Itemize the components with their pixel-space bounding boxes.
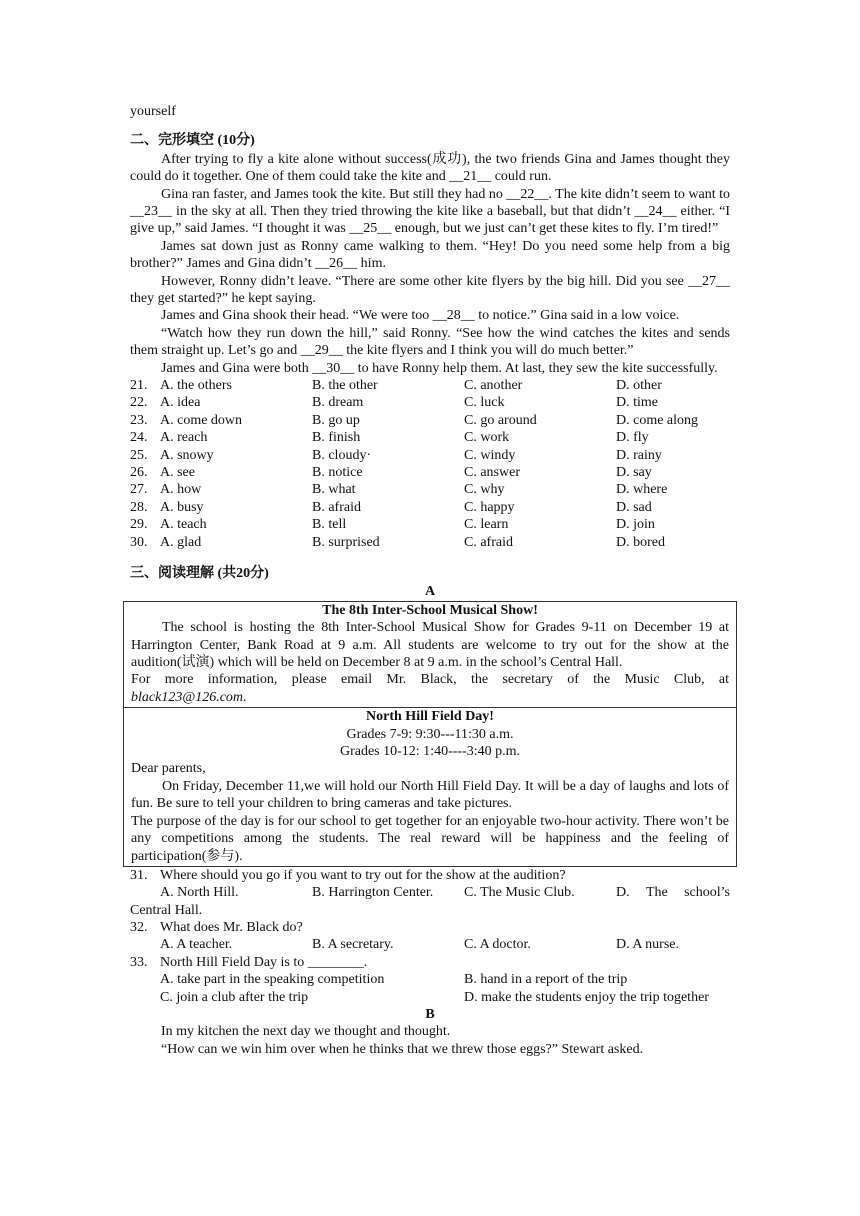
cloze-options [130, 377, 730, 551]
option-c: C. windy [464, 447, 516, 463]
cloze-paragraph: “Watch how they run down the hill,” said Ronny. “See how the wind catches the kites and sends them straight up. Let’s go and __29__ the kite flyers and I think you will do much better.” [130, 325, 730, 359]
question-number: 27. [130, 482, 148, 498]
notice-musical-show [123, 601, 737, 708]
question-options [130, 884, 730, 901]
option-c: C. why [464, 482, 505, 498]
option-row [130, 377, 730, 394]
question-number: 33. [130, 954, 148, 970]
cloze-paragraph: James and Gina were both __30__ to have Ronny help them. At last, they sew the kite successfully. [161, 360, 718, 376]
option-c: C. answer [464, 465, 520, 481]
question [130, 867, 730, 919]
option-a: A. reach [160, 430, 208, 446]
option-d: D. A nurse. [616, 937, 679, 953]
document-page [130, 103, 730, 1058]
option-a: A. A teacher. [160, 937, 233, 953]
option-a: A. the others [160, 378, 232, 394]
option-d-label: D. [616, 885, 630, 901]
question-number: 21. [130, 378, 148, 394]
option-b: B. notice [312, 465, 363, 481]
email-link[interactable]: black123@126.com [131, 689, 244, 705]
option-b: B. dream [312, 395, 364, 411]
top-fragment: yourself [130, 104, 176, 119]
option-d-word: school’s [684, 885, 730, 901]
option-b: B. afraid [312, 499, 361, 515]
option-b: B. the other [312, 378, 378, 394]
option-a: A. teach [160, 517, 207, 533]
option-d: D. fly [616, 430, 649, 446]
option-d: D. say [616, 465, 652, 481]
option-b: B. hand in a report of the trip [464, 972, 628, 988]
option-b: B. finish [312, 430, 361, 446]
option-row [130, 534, 730, 551]
option-c: C. luck [464, 395, 505, 411]
option-a: A. North Hill. [160, 885, 239, 901]
option-a: A. busy [160, 499, 204, 515]
notice-body: The school is hosting the 8th Inter-School Musical Show for Grades 9-11 on December 19 at Harrington Center, Bank Road at 9 a.m. All students are welcome to try out for the show at the audition(试演) which will be held on December 8 at 9 a.m. in the school’s Central Hall. [131, 620, 729, 671]
question-number: 24. [130, 430, 148, 446]
option-a: A. glad [160, 534, 202, 550]
passage-b-line: “How can we win him over when he thinks that we threw those eggs?” Stewart asked. [161, 1041, 644, 1057]
option-a: A. how [160, 482, 202, 498]
notice-title: The 8th Inter-School Musical Show! [322, 602, 538, 618]
part-a-label: A [424, 584, 436, 600]
option-b: B. A secretary. [312, 937, 394, 953]
option-b: B. tell [312, 517, 347, 533]
part-b-label: B [425, 1007, 435, 1023]
indent [130, 884, 160, 901]
option-c: C. another [464, 378, 523, 394]
notice-paragraph: The purpose of the day is for our school to get together for an enjoyable two-hour activity. There won’t be any competitions among the students. The real reward will be happiness and the feeling of participation(参与). [131, 813, 729, 864]
option-row [130, 412, 730, 429]
cloze-paragraph: However, Ronny didn’t leave. “There are some other kite flyers by the big hill. Did you see __27__ they get started?” he kept saying. [130, 273, 730, 307]
option-d: D. rainy [616, 447, 662, 463]
question-options [130, 936, 730, 953]
option-c: C. A doctor. [464, 937, 531, 953]
option-row [130, 394, 730, 411]
notice-title: North Hill Field Day! [366, 709, 494, 725]
option-row [130, 429, 730, 446]
option-a: A. snowy [160, 447, 214, 463]
notice-field-day [123, 708, 737, 867]
question-text: North Hill Field Day is to ________. [160, 954, 368, 970]
notice-paragraph: On Friday, December 11,we will hold our North Hill Field Day. It will be a day of laughs and lots of fun. Be sure to tell your children to bring cameras and take pictures. [131, 778, 729, 812]
schedule-line: Grades 7-9: 9:30---11:30 a.m. [346, 726, 514, 742]
option-row [130, 481, 730, 498]
option-c: C. happy [464, 499, 515, 515]
option-b: B. cloudy· [312, 447, 372, 463]
question-stem [130, 867, 730, 884]
option-a: A. come down [160, 412, 243, 428]
indent [130, 971, 160, 988]
question-number: 26. [130, 465, 148, 481]
cloze-paragraph: James and Gina shook their head. “We were too __28__ to notice.” Gina said in a low voice. [161, 308, 680, 324]
question-number: 22. [130, 395, 148, 411]
reading-questions [130, 867, 730, 1006]
option-d: D. sad [616, 499, 652, 515]
reading-heading: 三、阅读理解 (共20分) [130, 566, 269, 581]
option-a: A. see [160, 465, 195, 481]
schedule-line: Grades 10-12: 1:40----3:40 p.m. [339, 744, 521, 760]
option-a: A. idea [160, 395, 201, 411]
option-row [130, 499, 730, 516]
question-text: Where should you go if you want to try out for the show at the audition? [160, 867, 566, 883]
option-b: B. surprised [312, 534, 380, 550]
question-number: 23. [130, 412, 148, 428]
option-row [130, 464, 730, 481]
notices [123, 601, 737, 867]
contact-text: For more information, please email Mr. Black, the secretary of the Music Club, at [131, 672, 729, 688]
option-b: B. what [312, 482, 356, 498]
option-d: D. join [616, 517, 655, 533]
cloze-passage [130, 151, 730, 377]
option-a: A. take part in the speaking competition [160, 972, 385, 988]
question [130, 919, 730, 954]
question-number: 29. [130, 517, 148, 533]
option-c: C. work [464, 430, 510, 446]
cloze-paragraph: James sat down just as Ronny came walking to them. “Hey! Do you need some help from a big brother?” James and Gina didn’t __26__ him. [130, 238, 730, 272]
cloze-paragraph: After trying to fly a kite alone without success(成功), the two friends Gina and James thought they could do it together. One of them could take the kite and __21__ could run. [130, 151, 730, 185]
option-d: D. come along [616, 412, 699, 428]
question-stem [130, 954, 730, 971]
question [130, 954, 730, 1006]
option-b: B. go up [312, 412, 360, 428]
option-b: B. Harrington Center. [312, 885, 434, 901]
option-c: C. learn [464, 517, 509, 533]
notice-email-line [131, 689, 729, 706]
question-text: What does Mr. Black do? [160, 920, 303, 936]
question-number: 28. [130, 499, 148, 515]
option-d-wrap: Central Hall. [130, 902, 203, 918]
indent [130, 936, 160, 953]
question-number: 32. [130, 920, 148, 936]
indent [130, 989, 160, 1006]
question-stem [130, 919, 730, 936]
notice-greeting: Dear parents, [131, 761, 206, 777]
question-number: 30. [130, 534, 148, 550]
option-d-word: The [645, 885, 668, 901]
question-options [130, 989, 730, 1006]
cloze-heading: 二、完形填空 (10分) [130, 133, 255, 149]
option-row [130, 447, 730, 464]
passage-b-line: In my kitchen the next day we thought and thought. [161, 1024, 451, 1040]
cloze-paragraph: Gina ran faster, and James took the kite. But still they had no __22__. The kite didn’t seem to want to __23__ in the sky at all. Then they tried throwing the kite like a baseball, but that didn’t __24__ either. “I give up,” said James. “I thought it was __25__ enough, but we just can’t get these kites to fly. I’m tired!” [130, 186, 730, 237]
question-number: 25. [130, 447, 148, 463]
question-options [130, 971, 730, 988]
option-d: D. where [616, 482, 668, 498]
option-d: D. time [616, 395, 658, 411]
option-d [616, 884, 730, 901]
question-number: 31. [130, 867, 148, 883]
option-c: C. The Music Club. [464, 885, 575, 901]
option-c: C. afraid [464, 534, 513, 550]
option-c: C. go around [464, 412, 537, 428]
email-suffix: . [243, 689, 247, 705]
option-d: D. bored [616, 534, 665, 550]
option-row [130, 516, 730, 533]
option-d: D. other [616, 378, 662, 394]
option-d: D. make the students enjoy the trip together [464, 989, 709, 1005]
option-c: C. join a club after the trip [160, 989, 309, 1005]
notice-contact [131, 671, 729, 688]
